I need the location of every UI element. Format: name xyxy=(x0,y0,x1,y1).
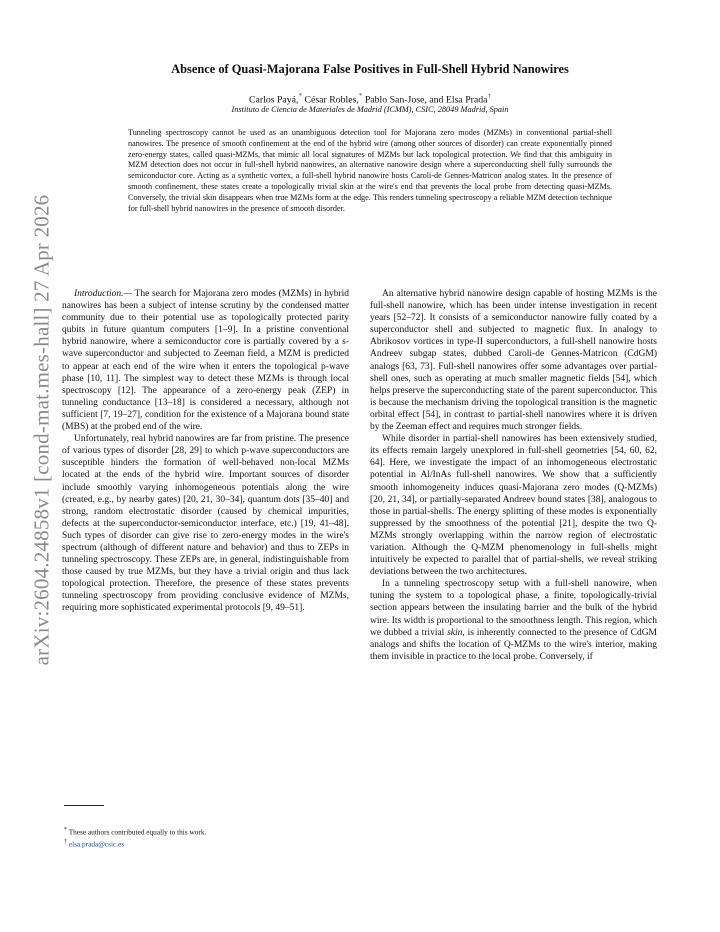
abstract: Tunneling spectroscopy cannot be used as an unambiguous detection tool for Majorana zero modes (MZMs) in conventional partial-shell nanowires. The presence of smooth confinement at the end of the hybrid wire (among other sources of disorder) can create exponentially pinned zero-energy states, called quasi-MZMs, that mimic all local signatures of MZMs but lack topological protection. We find that this ambiguity in MZM detection does not occur in full-shell hybrid nanowires, an alternative nanowire design where a superconducting shell fully surrounds the semiconductor core. Acting as a synthetic vortex, a full-shell hybrid nanowire hosts Caroli-de Gennes-Matricon analog states. In the presence of smooth confinement, these states create a topologically trivial skin at the wire's end that prevents the local probe from detecting quasi-MZMs. Conversely, the trivial skin disappears when true MZMs form at the edge. This renders tunneling spectroscopy a reliable MZM detection technique for full-shell hybrid nanowires in the presence of smooth disorder. xyxy=(128,128,612,213)
footnotes xyxy=(64,825,351,850)
tunneling-text-b: , is inherently connected to the presence of CdGM analogs and shifts the location of Q-MZMs to the wire's interior, making them invisible in practice to the local probe. Conversely, if xyxy=(370,627,657,662)
author-2-mark[interactable]: * xyxy=(358,92,363,100)
right-column xyxy=(370,288,657,663)
author-1-mark[interactable]: * xyxy=(298,92,302,100)
author-1: Carlos Payá, xyxy=(248,94,299,106)
tunneling-text-a: In a tunneling spectroscopy setup with a full-shell nanowire, when tuning the system to a topological phase, a finite, topologically-trivial section appears between the insulating barrier and the bulk of the hybrid wire. Its width is proportional to the smoothness length. This region, which we dubbed a trivial xyxy=(370,579,657,638)
footnote-equal-contribution xyxy=(64,825,351,837)
affiliation: Instituto de Ciencia de Materiales de Madrid (ICMM), CSIC, 28049 Madrid, Spain xyxy=(231,105,509,114)
arxiv-identifier: arXiv:2604.24858v1 [cond-mat.mes-hall] 27 Apr 2026 xyxy=(29,194,54,666)
email-link[interactable]: elsa.prada@csic.es xyxy=(68,839,125,849)
footnote-divider xyxy=(64,805,104,806)
footnote-1-text: These authors contributed equally to this work. xyxy=(67,827,207,837)
full-shell-paragraph: An alternative hybrid nanowire design capable of hosting MZMs is the full-shell nanowire, which has been under intense investigation in recent years [52–72]. It consists of a semiconductor nanowire fully coated by a superconductor shell and subjected to magnetic flux. In analogy to Abrikosov vortices in type-II superconductors, a full-shell nanowire hosts Andreev subgap states, dubbed Caroli-de Gennes-Matricon (CdGM) analogs [63, 73]. Full-shell nanowires offer some advantages over partial-shell ones, such as operating at much smaller magnetic fields [54], which helps preserve the superconducting state of the parent superconductor. This is because the mechanism driving the topological transition is the magnetic orbital effect [54], in contrast to partial-shell nanowires where it is driven by the Zeeman effect and requires much stronger fields. xyxy=(370,289,657,433)
left-column xyxy=(62,288,349,615)
intro-paragraph xyxy=(62,288,349,433)
author-list xyxy=(90,92,650,105)
footnote-1-mark: * xyxy=(64,827,67,833)
disorder-paragraph: Unfortunately, real hybrid nanowires are far from pristine. The presence of various types of disorder [28, 29] to which p-wave superconductors are susceptible hinders the formation of well-behaved non-local MZMs located at the ends of the hybrid wire. Important sources of disorder include smoothly varying inhomogeneous potentials along the wire (created, e.g., by nearby gates) [20, 21, 30–34], quantum dots [35–40] and strong, random electrostatic disorder (caused by chemical impurities, defects at the superconductor-semiconductor interface, etc.) [19, 41–48]. Such types of disorder can give rise to zero-energy modes in the wire's spectrum (although of different nature and behavior) and thus to ZEPs in tunneling spectroscopy. These ZEPs are, in general, indistinguishable from those caused by true MZMs, but they have a trivial origin and thus lack topological protection. Therefore, the presence of these states prevents tunneling spectroscopy from providing conclusive evidence of MZMs, requiring more sophisticated experimental protocols [9, 49–51]. xyxy=(62,434,349,614)
arxiv-sidebar-stamp xyxy=(24,194,60,666)
footnote-email xyxy=(64,837,351,849)
author-2: César Robles, xyxy=(304,94,359,106)
skin-term: skin xyxy=(447,627,463,638)
tunneling-paragraph xyxy=(370,578,657,663)
author-4-mark[interactable]: † xyxy=(487,92,492,100)
section-lead: Introduction.— xyxy=(74,289,132,299)
paper-title: Absence of Quasi-Majorana False Positives in Full-Shell Hybrid Nanowires xyxy=(171,62,569,76)
disorder-study-paragraph: While disorder in partial-shell nanowires has been extensively studied, its effects remain largely unexplored in full-shell geometries [54, 60, 62, 64]. Here, we investigate the impact of an inhomogeneous electrostatic potential in Al/InAs full-shell nanowires. We show that a sufficiently smooth inhomogeneity induces quasi-Majorana zero modes (Q-MZMs) [20, 21, 34], or partially-separated Andreev bound states [38], analogous to those in partial-shells. The energy splitting of these modes is exponentially suppressed by the smoothness of the potential [21], despite the two Q-MZMs strongly overlapping within the narrow region of electrostatic variation. Although the Q-MZM phenomenology in full-shells might intuitively be expected to parallel that of partial-shells, we reveal striking deviations between the two architectures. xyxy=(370,434,657,578)
footnote-2-mark: † xyxy=(64,839,67,846)
author-3-4: Pablo San-Jose, and Elsa Prada xyxy=(364,94,488,106)
intro-text: The search for Majorana zero modes (MZMs) in hybrid nanowires has been a subject of intense scrutiny by the condensed matter community due to their potential use as topologically protected parity qubits in future quantum computers [1–9]. In a pristine conventional hybrid nanowire, where a semiconductor core is partially covered by a s-wave superconductor and subjected to Zeeman field, a MZM is predicted to appear at each end of the wire when it enters the topological p-wave phase [10, 11]. The simplest way to detect these MZMs is through local spectroscopy [12]. The appearance of a zero-energy peak (ZEP) in tunneling conductance [13–18] is considered a necessary, although not sufficient [7, 19–27], condition for the existence of a Majorana bound state (MBS) at the probed end of the wire. xyxy=(62,289,349,433)
